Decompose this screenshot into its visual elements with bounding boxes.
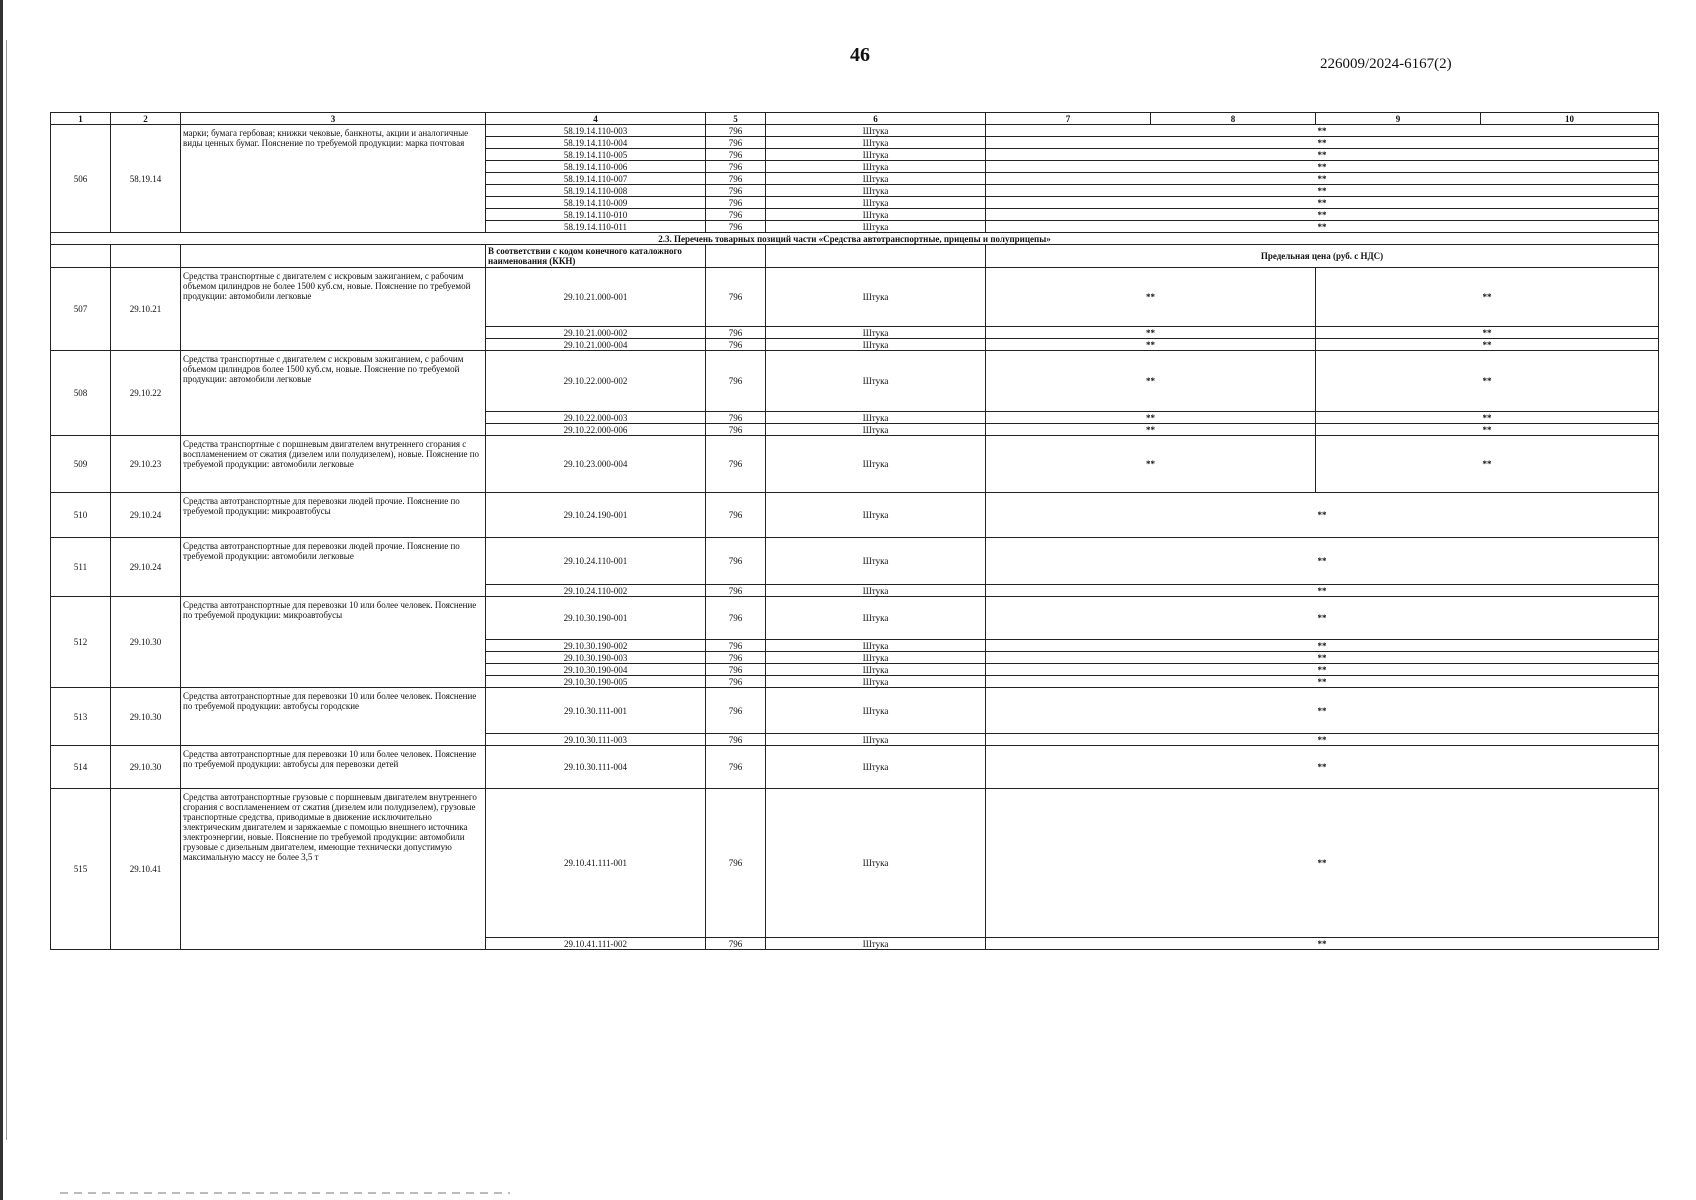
row-number: 511	[51, 538, 111, 597]
okei-code: 796	[706, 938, 766, 950]
col-header: 1	[51, 113, 111, 125]
price-cell: **	[986, 436, 1316, 493]
row-number: 508	[51, 351, 111, 436]
price-cell: **	[986, 789, 1659, 938]
price-cell: **	[986, 938, 1659, 950]
okei-code: 796	[706, 676, 766, 688]
okei-code: 796	[706, 688, 766, 734]
kkn-code: 29.10.21.000-004	[486, 339, 706, 351]
price-header: Предельная цена (руб. с НДС)	[986, 245, 1659, 268]
item-description: Средства транспортные с двигателем с искровым зажиганием, с рабочим объемом цилиндров более 1500 куб.см, новые. Пояснение по требуемой продукции: автомобили легковые	[181, 351, 486, 436]
price-cell: **	[986, 585, 1659, 597]
kkn-code: 29.10.30.111-001	[486, 688, 706, 734]
okpd-code: 29.10.30	[111, 688, 181, 746]
row-number: 510	[51, 493, 111, 538]
okei-code: 796	[706, 173, 766, 185]
kkn-header: В соответствии с кодом конечного каталожного наименования (ККН)	[486, 245, 706, 268]
row-number: 509	[51, 436, 111, 493]
price-cell: **	[986, 268, 1316, 327]
kkn-code: 29.10.23.000-004	[486, 436, 706, 493]
section-title: 2.3. Перечень товарных позиций части «Средства автотранспортные, прицепы и полуприцепы»	[51, 233, 1659, 245]
unit: Штука	[766, 789, 986, 938]
okei-code: 796	[706, 585, 766, 597]
blank-cell	[706, 245, 766, 268]
row-number: 507	[51, 268, 111, 351]
price-cell: **	[1316, 351, 1659, 412]
kkn-code: 29.10.41.111-001	[486, 789, 706, 938]
row-number: 515	[51, 789, 111, 950]
table-row	[51, 245, 1659, 268]
table-row	[51, 597, 1659, 640]
kkn-code: 29.10.21.000-002	[486, 327, 706, 339]
okpd-code: 29.10.30	[111, 597, 181, 688]
unit: Штука	[766, 137, 986, 149]
price-cell: **	[986, 676, 1659, 688]
row-number: 513	[51, 688, 111, 746]
okpd-code: 29.10.41	[111, 789, 181, 950]
table-row	[51, 125, 1659, 137]
price-cell: **	[986, 597, 1659, 640]
okei-code: 796	[706, 412, 766, 424]
table-row	[51, 268, 1659, 327]
table-row	[51, 351, 1659, 412]
unit: Штука	[766, 125, 986, 137]
row-number: 514	[51, 746, 111, 789]
unit: Штука	[766, 597, 986, 640]
kkn-code: 29.10.24.190-001	[486, 493, 706, 538]
okpd-code: 29.10.23	[111, 436, 181, 493]
price-cell: **	[986, 137, 1659, 149]
kkn-code: 29.10.30.190-001	[486, 597, 706, 640]
price-cell: **	[986, 652, 1659, 664]
item-description: Средства транспортные с двигателем с искровым зажиганием, с рабочим объемом цилиндров не более 1500 куб.см, новые. Пояснение по требуемой продукции: автомобили легковые	[181, 268, 486, 351]
page-number: 46	[850, 44, 870, 66]
okei-code: 796	[706, 436, 766, 493]
okei-code: 796	[706, 137, 766, 149]
kkn-code: 29.10.22.000-002	[486, 351, 706, 412]
scan-edge-inner	[6, 40, 7, 1140]
unit: Штука	[766, 185, 986, 197]
unit: Штука	[766, 197, 986, 209]
unit: Штука	[766, 149, 986, 161]
unit: Штука	[766, 652, 986, 664]
okei-code: 796	[706, 789, 766, 938]
kkn-code: 29.10.24.110-002	[486, 585, 706, 597]
unit: Штука	[766, 640, 986, 652]
price-cell: **	[1316, 268, 1659, 327]
okei-code: 796	[706, 197, 766, 209]
price-cell: **	[986, 339, 1316, 351]
item-description: Средства автотранспортные для перевозки 10 или более человек. Пояснение по требуемой продукции: микроавтобусы	[181, 597, 486, 688]
price-cell: **	[986, 424, 1316, 436]
col-header: 8	[1151, 113, 1316, 125]
price-cell: **	[986, 197, 1659, 209]
okpd-code: 58.19.14	[111, 125, 181, 233]
col-header: 5	[706, 113, 766, 125]
okei-code: 796	[706, 640, 766, 652]
kkn-code: 29.10.30.190-002	[486, 640, 706, 652]
kkn-code: 58.19.14.110-007	[486, 173, 706, 185]
table-row	[51, 436, 1659, 493]
kkn-code: 29.10.21.000-001	[486, 268, 706, 327]
blank-cell	[766, 245, 986, 268]
price-cell: **	[986, 351, 1316, 412]
okei-code: 796	[706, 652, 766, 664]
unit: Штука	[766, 664, 986, 676]
col-header: 6	[766, 113, 986, 125]
price-cell: **	[986, 734, 1659, 746]
price-cell: **	[1316, 339, 1659, 351]
price-cell: **	[1316, 436, 1659, 493]
okpd-code: 29.10.24	[111, 493, 181, 538]
price-cell: **	[986, 185, 1659, 197]
kkn-code: 58.19.14.110-011	[486, 221, 706, 233]
blank-cell	[181, 245, 486, 268]
table-row	[51, 789, 1659, 938]
unit: Штука	[766, 339, 986, 351]
price-cell: **	[1316, 412, 1659, 424]
item-description: Средства транспортные с поршневым двигателем внутреннего сгорания с воспламенением от сжатия (дизелем или полудизелем), новые. Пояснение по требуемой продукции: автомобили легковые	[181, 436, 486, 493]
price-cell: **	[986, 149, 1659, 161]
okei-code: 796	[706, 493, 766, 538]
price-cell: **	[986, 173, 1659, 185]
unit: Штука	[766, 424, 986, 436]
okei-code: 796	[706, 734, 766, 746]
price-cell: **	[986, 161, 1659, 173]
unit: Штука	[766, 734, 986, 746]
unit: Штука	[766, 538, 986, 585]
item-description: марки; бумага гербовая; книжки чековые, банкноты, акции и аналогичные виды ценных бумаг. Пояснение по требуемой продукции: марка почтовая	[181, 125, 486, 233]
table-row	[51, 233, 1659, 245]
price-cell: **	[1316, 327, 1659, 339]
item-description: Средства автотранспортные грузовые с поршневым двигателем внутреннего сгорания с воспламенением от сжатия (дизелем или полудизелем), грузовые транспортные средства, приводимые в движение исключительно электрическим двигателем и заряжаемые с помощью внешнего источника электроэнергии, новые. Пояснение по требуемой продукции: автомобили грузовые с дизельным двигателем, имеющие технически допустимую максимальную массу не более 3,5 т	[181, 789, 486, 950]
row-number: 506	[51, 125, 111, 233]
price-cell: **	[986, 327, 1316, 339]
okei-code: 796	[706, 185, 766, 197]
okpd-code: 29.10.30	[111, 746, 181, 789]
price-table	[50, 112, 1659, 950]
price-cell: **	[986, 412, 1316, 424]
scan-edge	[0, 0, 3, 1200]
kkn-code: 29.10.30.111-003	[486, 734, 706, 746]
okpd-code: 29.10.21	[111, 268, 181, 351]
unit: Штука	[766, 161, 986, 173]
table-row	[51, 688, 1659, 734]
kkn-code: 58.19.14.110-006	[486, 161, 706, 173]
blank-cell	[51, 245, 111, 268]
kkn-code: 29.10.22.000-006	[486, 424, 706, 436]
kkn-code: 58.19.14.110-010	[486, 209, 706, 221]
okei-code: 796	[706, 664, 766, 676]
kkn-code: 29.10.30.190-005	[486, 676, 706, 688]
unit: Штука	[766, 268, 986, 327]
kkn-code: 29.10.24.110-001	[486, 538, 706, 585]
item-description: Средства автотранспортные для перевозки 10 или более человек. Пояснение по требуемой продукции: автобусы городские	[181, 688, 486, 746]
kkn-code: 29.10.41.111-002	[486, 938, 706, 950]
unit: Штука	[766, 938, 986, 950]
kkn-code: 29.10.30.111-004	[486, 746, 706, 789]
okei-code: 796	[706, 339, 766, 351]
price-table-sheet	[50, 112, 1658, 950]
okei-code: 796	[706, 161, 766, 173]
kkn-code: 29.10.30.190-004	[486, 664, 706, 676]
price-cell: **	[986, 664, 1659, 676]
unit: Штука	[766, 585, 986, 597]
unit: Штука	[766, 676, 986, 688]
kkn-code: 58.19.14.110-005	[486, 149, 706, 161]
price-cell: **	[986, 746, 1659, 789]
price-cell: **	[986, 493, 1659, 538]
unit: Штука	[766, 221, 986, 233]
item-description: Средства автотранспортные для перевозки людей прочие. Пояснение по требуемой продукции: микроавтобусы	[181, 493, 486, 538]
kkn-code: 58.19.14.110-003	[486, 125, 706, 137]
okei-code: 796	[706, 424, 766, 436]
okei-code: 796	[706, 149, 766, 161]
okei-code: 796	[706, 746, 766, 789]
price-cell: **	[986, 640, 1659, 652]
kkn-code: 58.19.14.110-009	[486, 197, 706, 209]
unit: Штука	[766, 327, 986, 339]
okei-code: 796	[706, 538, 766, 585]
column-number-row	[51, 113, 1659, 125]
okei-code: 796	[706, 221, 766, 233]
price-cell: **	[986, 221, 1659, 233]
unit: Штука	[766, 173, 986, 185]
price-cell: **	[986, 688, 1659, 734]
row-number: 512	[51, 597, 111, 688]
price-cell: **	[986, 538, 1659, 585]
kkn-code: 58.19.14.110-004	[486, 137, 706, 149]
okei-code: 796	[706, 327, 766, 339]
scan-smudge	[60, 1192, 510, 1194]
kkn-code: 58.19.14.110-008	[486, 185, 706, 197]
unit: Штука	[766, 412, 986, 424]
okei-code: 796	[706, 597, 766, 640]
item-description: Средства автотранспортные для перевозки 10 или более человек. Пояснение по требуемой продукции: автобусы для перевозки детей	[181, 746, 486, 789]
col-header: 9	[1316, 113, 1481, 125]
table-row	[51, 493, 1659, 538]
okei-code: 796	[706, 209, 766, 221]
col-header: 4	[486, 113, 706, 125]
okei-code: 796	[706, 125, 766, 137]
table-body	[51, 125, 1659, 950]
blank-cell	[111, 245, 181, 268]
unit: Штука	[766, 209, 986, 221]
document-id: 226009/2024-6167(2)	[1320, 56, 1452, 72]
price-cell: **	[1316, 424, 1659, 436]
unit: Штука	[766, 746, 986, 789]
kkn-code: 29.10.22.000-003	[486, 412, 706, 424]
unit: Штука	[766, 688, 986, 734]
okei-code: 796	[706, 268, 766, 327]
col-header: 3	[181, 113, 486, 125]
unit: Штука	[766, 436, 986, 493]
okpd-code: 29.10.24	[111, 538, 181, 597]
table-row	[51, 746, 1659, 789]
table-row	[51, 538, 1659, 585]
unit: Штука	[766, 493, 986, 538]
unit: Штука	[766, 351, 986, 412]
okei-code: 796	[706, 351, 766, 412]
price-cell: **	[986, 125, 1659, 137]
col-header: 10	[1481, 113, 1659, 125]
price-cell: **	[986, 209, 1659, 221]
okpd-code: 29.10.22	[111, 351, 181, 436]
kkn-code: 29.10.30.190-003	[486, 652, 706, 664]
col-header: 2	[111, 113, 181, 125]
col-header: 7	[986, 113, 1151, 125]
item-description: Средства автотранспортные для перевозки людей прочие. Пояснение по требуемой продукции: автомобили легковые	[181, 538, 486, 597]
